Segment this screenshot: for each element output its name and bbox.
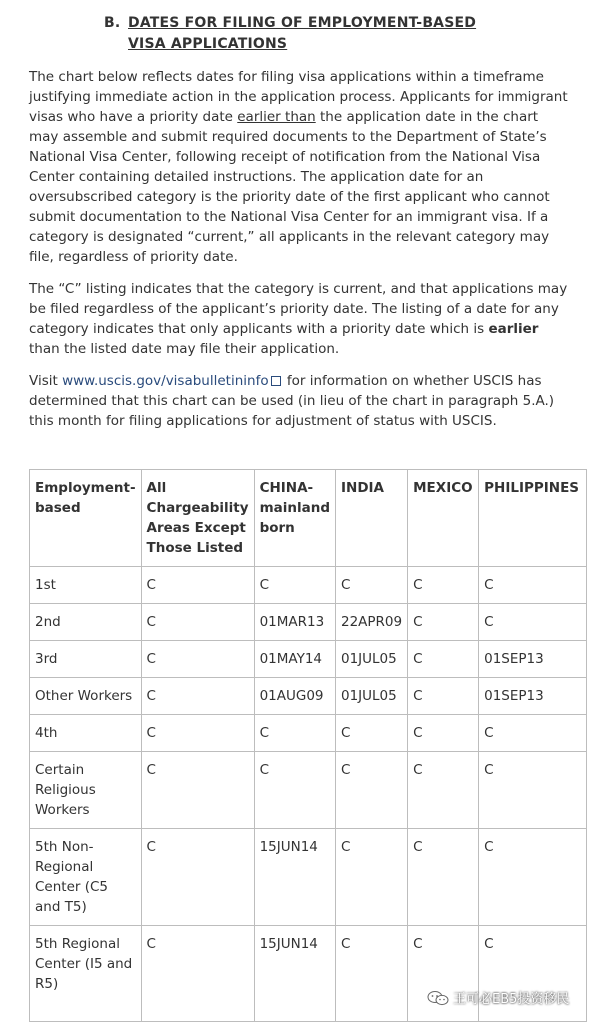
- table-cell: 1st: [30, 567, 142, 604]
- table-row: [30, 715, 587, 752]
- external-link-icon: [271, 376, 281, 386]
- table-row: [30, 926, 587, 1022]
- table-row: [30, 752, 587, 829]
- table-cell: C: [141, 567, 254, 604]
- visit-prefix: Visit: [29, 373, 63, 389]
- header-cell: MEXICO: [408, 470, 479, 567]
- table-cell: 01SEP13: [479, 641, 587, 678]
- c-listing-paragraph: [29, 279, 569, 359]
- table-cell: C: [336, 715, 408, 752]
- table-cell: C: [141, 715, 254, 752]
- section-title-line2: VISA APPLICATIONS: [128, 36, 288, 52]
- header-cell: INDIA: [336, 470, 408, 567]
- table-cell: C: [479, 829, 587, 926]
- table-header-row: [30, 470, 587, 567]
- intro-text-1: The chart below reflects dates for filing visa applications within a timeframe justifying immediate action in the application process. Applicants for immigrant visas who have a priority date: [29, 69, 568, 125]
- table-cell: C: [254, 752, 335, 829]
- table-cell: 01JUL05: [336, 641, 408, 678]
- intro-text-2: the application date in the chart may assemble and submit required documents to the Department of State’s National Visa Center, following receipt of notification from the National Visa Center containing detailed instructions. The application date for an oversubscribed category is the priority date of the first applicant who cannot submit documentation to the National Visa Center for an immigrant visa. If a category is designated “current,” all applicants in the relevant category may file, regardless of priority date.: [29, 109, 550, 265]
- table-cell: C: [408, 829, 479, 926]
- table-cell: 2nd: [30, 604, 142, 641]
- c-listing-text-1: The “C” listing indicates that the category is current, and that applications may be filed regardless of the applicant’s priority date. The listing of a date for any category indicates that only applicants with a priority date which is: [29, 281, 568, 337]
- visit-paragraph: [29, 371, 569, 431]
- table-cell: C: [479, 752, 587, 829]
- table-cell: 15JUN14: [254, 926, 335, 1022]
- header-cell: CHINA-mainland born: [254, 470, 335, 567]
- table-cell: 15JUN14: [254, 829, 335, 926]
- table-cell: C: [254, 715, 335, 752]
- table-cell: C: [479, 604, 587, 641]
- table-cell: C: [408, 715, 479, 752]
- header-cell: Employment-based: [30, 470, 142, 567]
- table-cell: 01AUG09: [254, 678, 335, 715]
- table-cell: C: [479, 926, 587, 1022]
- table-cell: C: [141, 604, 254, 641]
- c-listing-bold-text: earlier: [488, 321, 539, 337]
- table-cell: C: [141, 829, 254, 926]
- table-cell: 22APR09: [336, 604, 408, 641]
- table-cell: C: [141, 641, 254, 678]
- table-cell: C: [479, 567, 587, 604]
- table-row: [30, 567, 587, 604]
- intro-underline-text: earlier than: [237, 109, 316, 125]
- table-row: [30, 641, 587, 678]
- table-cell: 01JUL05: [336, 678, 408, 715]
- table-row: [30, 829, 587, 926]
- table-cell: C: [336, 829, 408, 926]
- table-cell: 4th: [30, 715, 142, 752]
- table-row: [30, 678, 587, 715]
- table-cell: 01SEP13: [479, 678, 587, 715]
- table-cell: C: [336, 567, 408, 604]
- table-cell: C: [408, 926, 479, 1022]
- watermark: [427, 988, 569, 1007]
- table-cell: C: [336, 752, 408, 829]
- table-cell: C: [479, 715, 587, 752]
- section-title-line1: DATES FOR FILING OF EMPLOYMENT-BASED: [128, 15, 477, 31]
- table-cell: 5th Regional Center (I5 and R5): [30, 926, 142, 1022]
- table-cell: C: [408, 678, 479, 715]
- table-cell: C: [141, 752, 254, 829]
- visit-suffix: for information on whether USCIS has determined that this chart can be used (in lieu of the chart in paragraph 5.A.) this month for filing applications for adjustment of status with USCIS.: [29, 373, 555, 429]
- table-cell: C: [408, 752, 479, 829]
- header-cell: All Chargeability Areas Except Those Listed: [141, 470, 254, 567]
- c-listing-text-2: than the listed date may file their application.: [29, 341, 340, 357]
- table-cell: Certain Religious Workers: [30, 752, 142, 829]
- table-cell: 01MAY14: [254, 641, 335, 678]
- table-cell: 5th Non-Regional Center (C5 and T5): [30, 829, 142, 926]
- watermark-text: 王可必EB5投资移民: [453, 992, 570, 1007]
- employment-dates-table: [29, 469, 587, 1022]
- wechat-icon: [427, 990, 449, 1006]
- table-cell: 3rd: [30, 641, 142, 678]
- uscis-link[interactable]: www.uscis.gov/visabulletininfo: [62, 373, 269, 389]
- table-row: [30, 604, 587, 641]
- table-cell: C: [408, 567, 479, 604]
- table-cell: 01MAR13: [254, 604, 335, 641]
- table-cell: C: [408, 604, 479, 641]
- section-heading: [104, 13, 476, 55]
- intro-paragraph: [29, 67, 569, 267]
- header-cell: PHILIPPINES: [479, 470, 587, 567]
- table-cell: Other Workers: [30, 678, 142, 715]
- table-cell: C: [141, 678, 254, 715]
- section-label: B.: [104, 15, 121, 31]
- table-cell: C: [408, 641, 479, 678]
- table-cell: C: [336, 926, 408, 1022]
- table-cell: C: [141, 926, 254, 1022]
- table-cell: C: [254, 567, 335, 604]
